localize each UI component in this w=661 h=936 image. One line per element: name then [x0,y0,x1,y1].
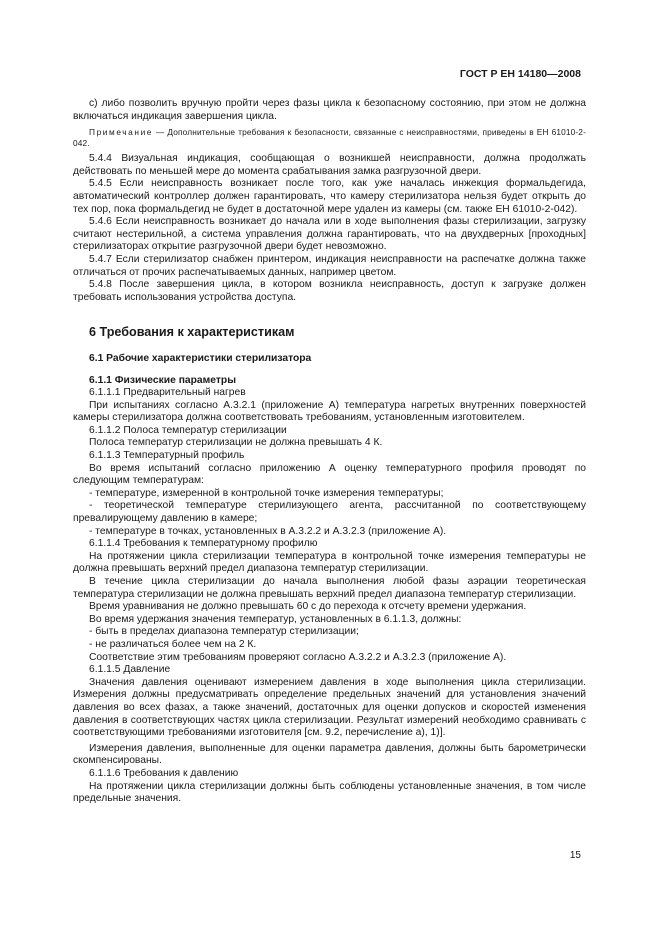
clause-5-4-6: 5.4.6 Если неисправность возникает до начала или в ходе выполнения фазы стерилизации, загрузку считают нестерильной, а система управления должна гарантировать, что на двухдверных [проходных] стерилизаторах открытие разгрузочной двери будет невозможно. [73,216,586,253]
clause-6-1-1-5-text-b: Измерения давления, выполненные для оценки параметра давления, должны быть барометрически скомпенсированы. [73,742,586,767]
clause-5-4-5: 5.4.5 Если неисправность возникает после того, как уже началась инжекция формальдегида, автоматический контроллер должен гарантировать, что камеру стерилизатора нельзя будет открыть до тех пор, пока формальдегид не будет в достаточной мере удален из камеры (см. также ЕН 61010-2-042). [73,178,586,215]
clause-6-1-1-1-title: 6.1.1.1 Предварительный нагрев [89,387,246,399]
clause-5-4-4: 5.4.4 Визуальная индикация, сообщающая о возникшей неисправности, должна продолжать действовать по меньшей мере до момента срабатывания замка разгрузочной двери. [73,153,586,177]
clause-6-1-1-3-text: Во время испытаний согласно приложению А оценку температурного профиля проводят по следующим температурам: [73,462,586,487]
note [73,127,586,149]
clause-6-1-1-4-text-a: На протяжении цикла стерилизации температура в контрольной точке измерения температуры не должна превышать верхний предел диапазона температур стерилизации. [73,550,586,575]
clause-6-1-1-2-text: Полоса температур стерилизации не должна превышать 4 К. [89,437,383,449]
paragraph-c: с) либо позволить вручную пройти через фазы цикла к безопасному состоянию, при этом не должна включаться индикация завершения цикла. [73,98,586,122]
clause-6-1-1-5-title: 6.1.1.5 Давление [89,664,171,676]
clause-6-1-1-4-title: 6.1.1.4 Требования к температурному профилю [89,538,318,550]
list-item: - температуре, измеренной в контрольной точке измерения температуры; [89,487,444,499]
subsection-heading-6-1: 6.1 Рабочие характеристики стерилизатора [89,352,312,364]
clause-6-1-1-5-text-a: Значения давления оценивают измерением давления в ходе выполнения цикла стерилизации. Измерения должны предусматривать определение предельных значений для установления значений давления во всех фазах, а также значений, достаточных для оценки допусков и скоростей изменения давления в соответствующих частях цикла стерилизации. Результат измерений необходимо сравнивать с соответствующими требованиями изготовителя [см. 9.2, перечисление а), 1)]. [73,676,586,739]
clause-6-1-1-1-text: При испытаниях согласно А.3.2.1 (приложение А) температура нагретых внутренних поверхностей камеры стерилизатора должна соответствовать требованиям, установленным изготовителем. [73,399,586,424]
page-body [73,98,586,806]
document-header-code: ГОСТ Р ЕН 14180—2008 [459,68,581,80]
note-lead: Примечание [89,127,154,138]
clause-5-4-7: 5.4.7 Если стерилизатор снабжен принтером, индикация неисправности на распечатке должна также отличаться от прочих распечатываемых данных, например цветом. [73,253,586,278]
section-heading-6: 6 Требования к характеристикам [89,325,295,340]
page-number: 15 [569,850,581,861]
clause-6-1-1-4-text-e: Соответствие этим требованиям проверяют согласно А.3.2.2 и А.3.2.3 (приложение А). [89,651,507,663]
subsection-heading-6-1-1: 6.1.1 Физические параметры [89,374,236,386]
list-item: - температуре в точках, установленных в А.3.2.2 и А.3.2.3 (приложение А). [89,525,447,537]
clause-6-1-1-6-text: На протяжении цикла стерилизации должны быть соблюдены установленные значения, в том числе предельные значения. [73,780,586,805]
clause-5-4-8: 5.4.8 После завершения цикла, в котором возникла неисправность, доступ к загрузке должен требовать использования устройства доступа. [73,279,586,303]
note-text: — Дополнительные требования к безопасности, связанные с неисправностями, приведены в ЕН 61010-2-042. [73,127,586,149]
clause-6-1-1-2-title: 6.1.1.2 Полоса температур стерилизации [89,424,287,436]
clause-6-1-1-6-title: 6.1.1.6 Требования к давлению [89,767,239,779]
clause-6-1-1-4-text-d: Во время удержания значения температур, установленных в 6.1.1.3, должны: [89,613,462,625]
list-item: - теоретической температуре стерилизующего агента, рассчитанной по соответствующему превалирующему давлению в камере; [73,500,586,525]
clause-6-1-1-3-title: 6.1.1.3 Температурный профиль [89,450,245,462]
list-item: - быть в пределах диапазона температур стерилизации; [89,626,359,638]
clause-6-1-1-4-text-b: В течение цикла стерилизации до начала выполнения любой фазы аэрации теоретическая температура стерилизации не должна превышать верхний предел диапазона температур стерилизации. [73,576,586,600]
list-item: - не различаться более чем на 2 К. [89,638,257,650]
clause-6-1-1-4-text-c: Время уравнивания не должно превышать 60 с до перехода к отсчету времени удержания. [89,601,527,613]
